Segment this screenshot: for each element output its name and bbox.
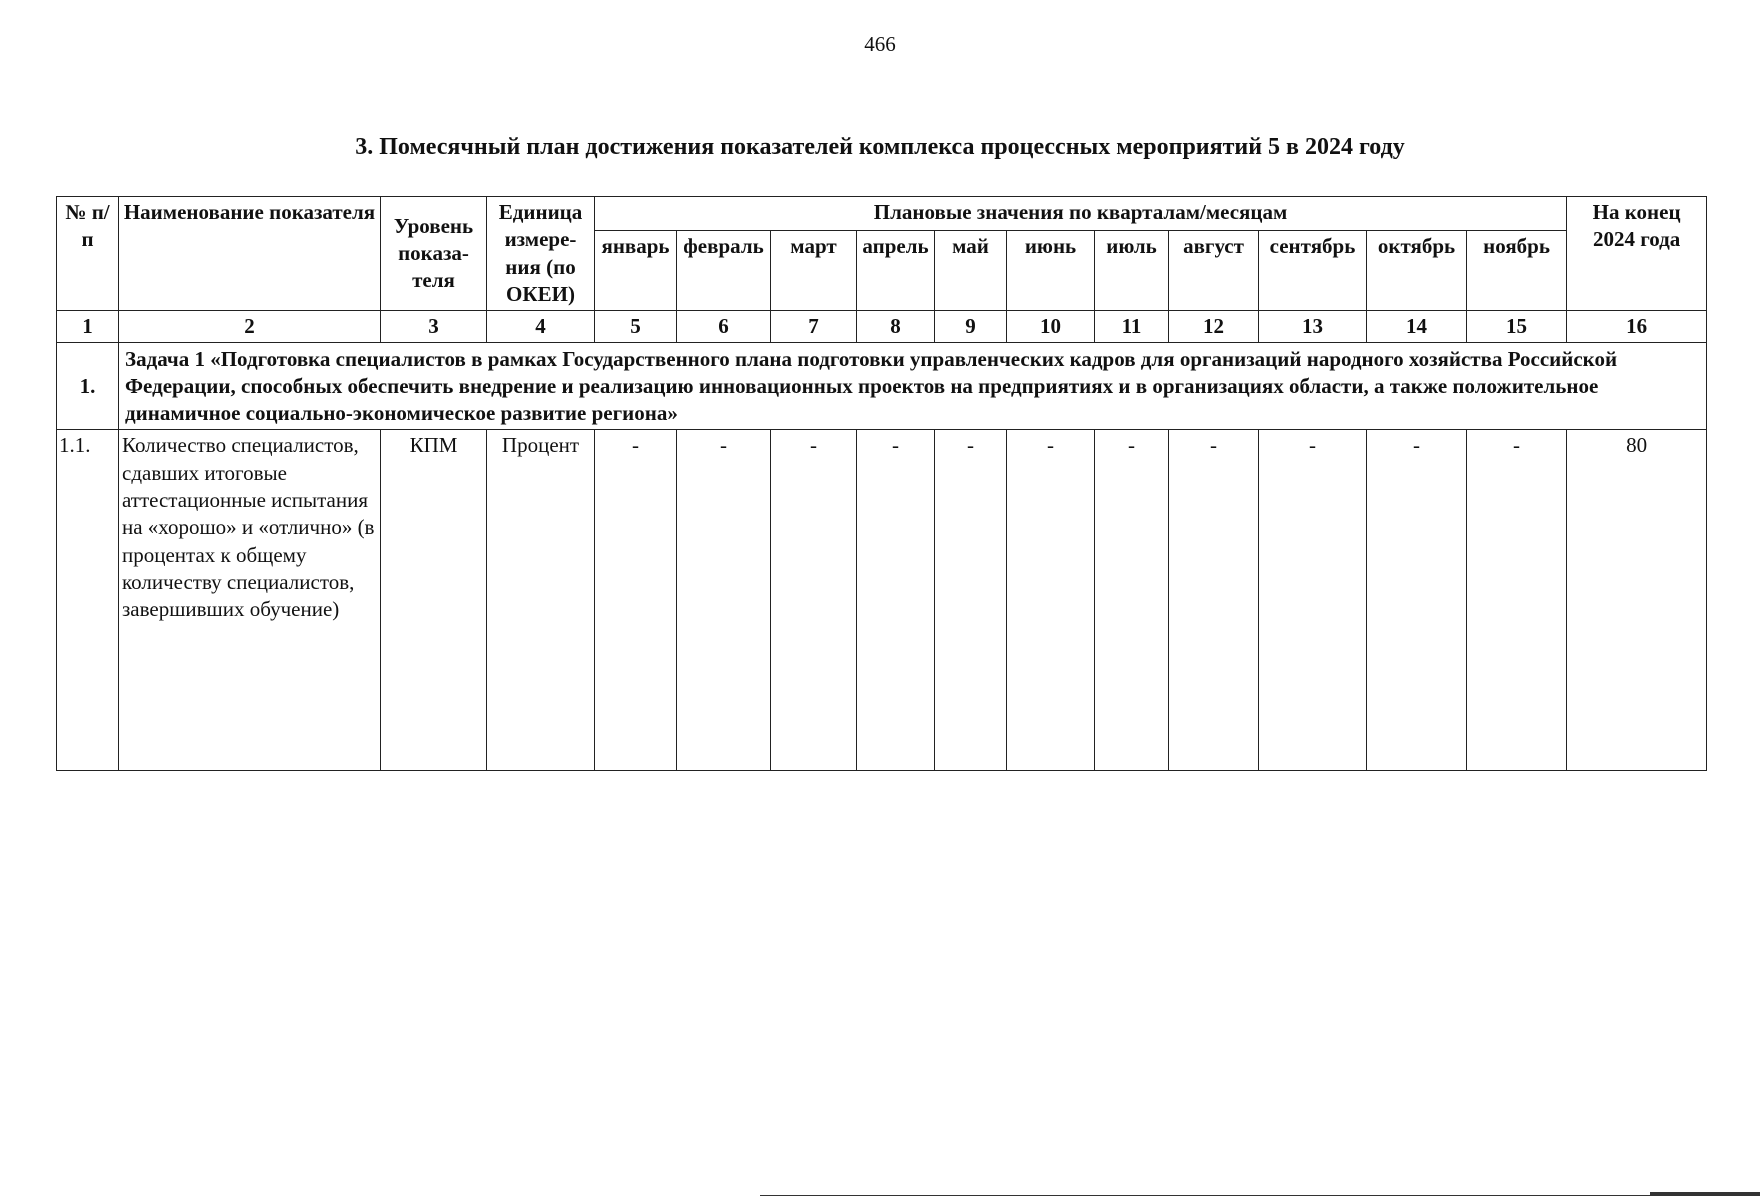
indicator-name: Количество специалистов, сдавших итоговые аттестационные испытания на «хорошо» и «отлично» (в процентах к общему количеству специалистов, завершивших обучение) [119, 430, 381, 771]
header-plan-group: Плановые значения по кварталам/месяцам [595, 197, 1567, 231]
column-number: 16 [1567, 311, 1707, 343]
monthly-value: - [1095, 430, 1169, 771]
column-number: 5 [595, 311, 677, 343]
monthly-value: - [595, 430, 677, 771]
column-number: 12 [1169, 311, 1259, 343]
column-number: 8 [857, 311, 935, 343]
plan-table [56, 196, 1707, 771]
header-row [57, 197, 1707, 231]
column-number: 13 [1259, 311, 1367, 343]
column-number: 15 [1467, 311, 1567, 343]
monthly-value: - [1467, 430, 1567, 771]
column-number: 4 [487, 311, 595, 343]
header-month: январь [595, 231, 677, 311]
task-number: 1. [57, 343, 119, 430]
monthly-value: - [857, 430, 935, 771]
header-month: февраль [677, 231, 771, 311]
column-number: 9 [935, 311, 1007, 343]
end-year-value: 80 [1567, 430, 1707, 771]
header-month: ноябрь [1467, 231, 1567, 311]
monthly-value: - [1259, 430, 1367, 771]
column-number: 14 [1367, 311, 1467, 343]
indicator-unit: Процент [487, 430, 595, 771]
column-number: 1 [57, 311, 119, 343]
header-level: Уровень показа-теля [381, 197, 487, 311]
header-month: июль [1095, 231, 1169, 311]
task-text: Задача 1 «Подготовка специалистов в рамках Государственного плана подготовки управленческих кадров для организаций народного хозяйства Российской Федерации, способных обеспечить внедрение и реализацию инновационных проектов на предприятиях и в организациях области, а также положительное динамичное социально-экономическое развитие региона» [119, 343, 1707, 430]
header-month: август [1169, 231, 1259, 311]
monthly-value: - [935, 430, 1007, 771]
task-row [57, 343, 1707, 430]
column-number: 11 [1095, 311, 1169, 343]
scan-edge-line-thick [1650, 1192, 1760, 1195]
column-number: 2 [119, 311, 381, 343]
indicator-level: КПМ [381, 430, 487, 771]
table-row [57, 430, 1707, 771]
document-title: 3. Помесячный план достижения показателей комплекса процессных мероприятий 5 в 2024 году [355, 134, 1405, 160]
scan-edge-line [760, 1195, 1760, 1196]
header-end-year: На конец 2024 года [1567, 197, 1707, 311]
header-month: октябрь [1367, 231, 1467, 311]
header-month: март [771, 231, 857, 311]
header-unit: Единица измере-ния (по ОКЕИ) [487, 197, 595, 311]
header-num: № п/п [57, 197, 119, 311]
column-number: 3 [381, 311, 487, 343]
header-name: Наименование показателя [119, 197, 381, 311]
row-number: 1.1. [57, 430, 119, 771]
header-month: апрель [857, 231, 935, 311]
column-number: 6 [677, 311, 771, 343]
monthly-value: - [1367, 430, 1467, 771]
page-number: 466 [864, 32, 896, 56]
header-month: сентябрь [1259, 231, 1367, 311]
column-number: 7 [771, 311, 857, 343]
header-month: май [935, 231, 1007, 311]
header-month: июнь [1007, 231, 1095, 311]
monthly-value: - [1007, 430, 1095, 771]
monthly-value: - [771, 430, 857, 771]
monthly-value: - [1169, 430, 1259, 771]
monthly-value: - [677, 430, 771, 771]
column-numbers-row [57, 311, 1707, 343]
column-number: 10 [1007, 311, 1095, 343]
